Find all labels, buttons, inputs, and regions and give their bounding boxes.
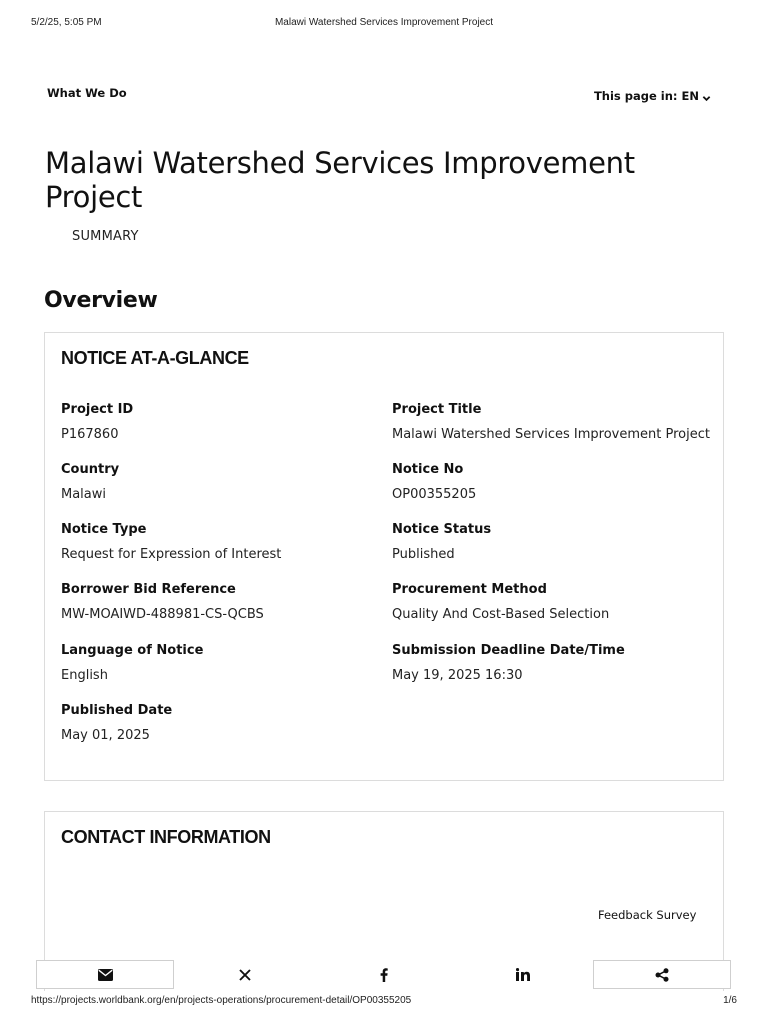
field-label: Notice Status (392, 522, 492, 537)
language-label: This page in: EN (593, 89, 699, 103)
more-share-button[interactable] (593, 960, 731, 989)
field-label: Published Date (61, 703, 173, 718)
notice-heading: NOTICE AT-A-GLANCE (61, 348, 249, 368)
section-overview-heading: Overview (44, 288, 158, 313)
field-value: P167860 (61, 427, 119, 442)
field-value: Request for Expression of Interest (61, 547, 282, 562)
page-title: Malawi Watershed Services Improvement Project (45, 146, 635, 214)
field-project-id (61, 402, 381, 442)
linkedin-share-button[interactable] (454, 960, 592, 989)
x-twitter-icon (239, 969, 251, 981)
field-value: Published (392, 547, 455, 562)
tab-summary[interactable]: SUMMARY (72, 229, 139, 244)
nav-what-we-do[interactable]: What We Do (47, 86, 127, 100)
facebook-share-button[interactable] (315, 960, 453, 989)
feedback-survey-link[interactable]: Feedback Survey (598, 908, 697, 922)
field-submission-deadline (392, 643, 712, 683)
field-label: Borrower Bid Reference (61, 582, 236, 597)
field-procurement-method (392, 582, 712, 622)
share-bar (36, 960, 733, 990)
email-share-button[interactable] (36, 960, 174, 989)
x-share-button[interactable] (176, 960, 314, 989)
field-project-title (392, 402, 712, 442)
field-value: Malawi (61, 487, 107, 502)
field-value: May 01, 2025 (61, 728, 150, 743)
field-notice-no (392, 462, 712, 502)
print-datetime: 5/2/25, 5:05 PM (31, 17, 102, 28)
field-value: May 19, 2025 16:30 (392, 668, 523, 683)
field-country (61, 462, 381, 502)
linkedin-icon (516, 968, 530, 981)
field-label: Country (61, 462, 120, 477)
field-borrower-bid-reference (61, 582, 381, 622)
field-language-of-notice (61, 643, 381, 683)
field-notice-status (392, 522, 712, 562)
print-footer (0, 995, 768, 1009)
field-label: Submission Deadline Date/Time (392, 643, 625, 658)
field-label: Procurement Method (392, 582, 547, 597)
print-header (0, 17, 768, 31)
print-url: https://projects.worldbank.org/en/projects-operations/procurement-detail/OP00355205 (31, 995, 412, 1006)
field-label: Project ID (61, 402, 134, 417)
field-value: OP00355205 (392, 487, 477, 502)
field-label: Notice No (392, 462, 464, 477)
contact-heading: CONTACT INFORMATION (61, 827, 271, 847)
print-page-number: 1/6 (723, 995, 737, 1006)
field-value: MW-MOAIWD-488981-CS-QCBS (61, 607, 264, 622)
field-published-date (61, 703, 381, 743)
field-label: Project Title (392, 402, 482, 417)
chevron-down-icon (702, 92, 711, 101)
field-value: Malawi Watershed Services Improvement Project (392, 427, 710, 442)
language-selector[interactable] (594, 89, 711, 103)
email-icon (98, 969, 113, 981)
field-notice-type (61, 522, 381, 562)
share-icon (655, 968, 669, 982)
notice-at-a-glance-card (44, 332, 724, 781)
field-label: Notice Type (61, 522, 147, 537)
field-value: English (61, 668, 108, 683)
facebook-icon (380, 968, 388, 982)
field-value: Quality And Cost-Based Selection (392, 607, 610, 622)
print-doc-title: Malawi Watershed Services Improvement Project (274, 17, 494, 28)
field-label: Language of Notice (61, 643, 204, 658)
